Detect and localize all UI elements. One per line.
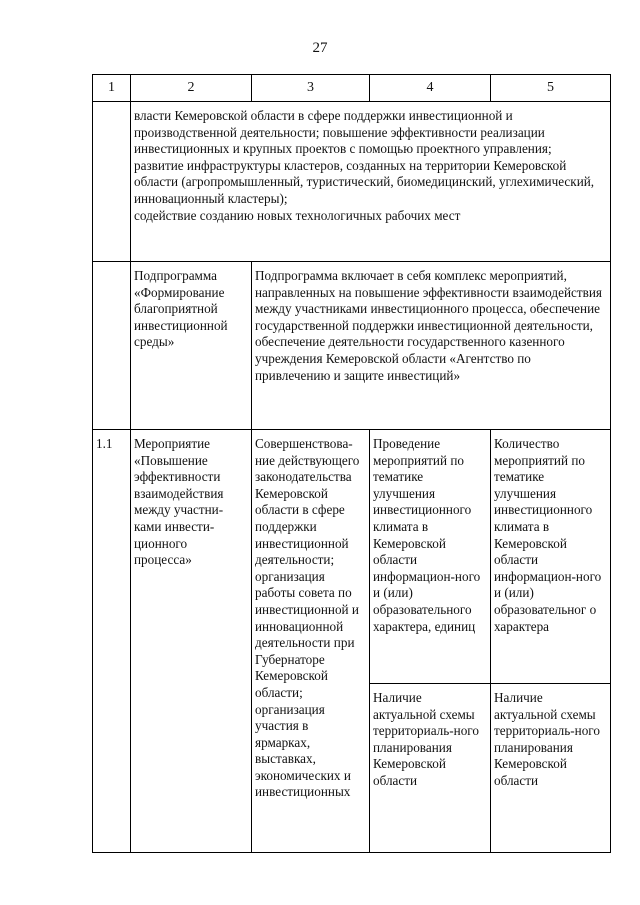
header-cell-5: 5: [491, 75, 611, 102]
table-row-intro: [93, 102, 611, 262]
indicator-2-cell: Наличие актуальной схемы территориаль-ного планирования Кемеровской области: [370, 684, 491, 853]
subprogram-description-cell: Подпрограмма включает в себя комплекс мероприятий, направленных на повышение эффективности взаимодействия между участниками инвестиционного процесса, обеспечение государственной поддержки инвестиционной деятельности, обеспечение деятельности государственного казенного учреждения Кемеровской области «Агентство по привлечению и защите инвестиций»: [252, 262, 611, 430]
table-row-subprogram: [93, 262, 611, 430]
table-header-row: [93, 75, 611, 102]
program-table: [92, 74, 611, 853]
subprogram-number-cell: [93, 262, 131, 430]
header-cell-4: 4: [370, 75, 491, 102]
table-row-measure: [93, 430, 611, 684]
page-number: 27: [312, 40, 328, 56]
subprogram-name-cell: Подпрограмма «Формирование благоприятной инвестиционной среды»: [131, 262, 252, 430]
measure-number-cell: 1.1: [93, 430, 131, 853]
indicator-2-definition-cell: Наличие актуальной схемы территориаль-ного планирования Кемеровской области: [491, 684, 611, 853]
intro-text-cell: власти Кемеровской области в сфере поддержки инвестиционной и производственной деятельности; повышение эффективности реализации инвестиционных и крупных проектов с помощью проектного управления; развитие инфраструктуры кластеров, созданных на территории Кемеровской области (агропромышленный, туристический, биомедицинский, углехимический, инновационный кластеры); содействие созданию новых технологичных рабочих мест: [131, 102, 611, 262]
indicator-1-definition-cell: Количество мероприятий по тематике улучшения инвестиционного климата в Кемеровской области информацион-ного и (или) образовательног о характера: [491, 430, 611, 684]
header-cell-2: 2: [131, 75, 252, 102]
header-cell-1: 1: [93, 75, 131, 102]
header-cell-3: 3: [252, 75, 370, 102]
measure-content-cell: Совершенствова-ние действующего законодательства Кемеровской области в сфере поддержки инвестиционной деятельности; организация работы совета по инвестиционной и инновационной деятельности при Губернаторе Кемеровской области; организация участия в ярмарках, выставках, экономических и инвестиционных: [252, 430, 370, 853]
measure-name-cell: Мероприятие «Повышение эффективности взаимодействия между участни-ками инвести-ционного процесса»: [131, 430, 252, 853]
intro-number-cell: [93, 102, 131, 262]
indicator-1-cell: Проведение мероприятий по тематике улучшения инвестиционного климата в Кемеровской области информацион-ного и (или) образовательного характера, единиц: [370, 430, 491, 684]
